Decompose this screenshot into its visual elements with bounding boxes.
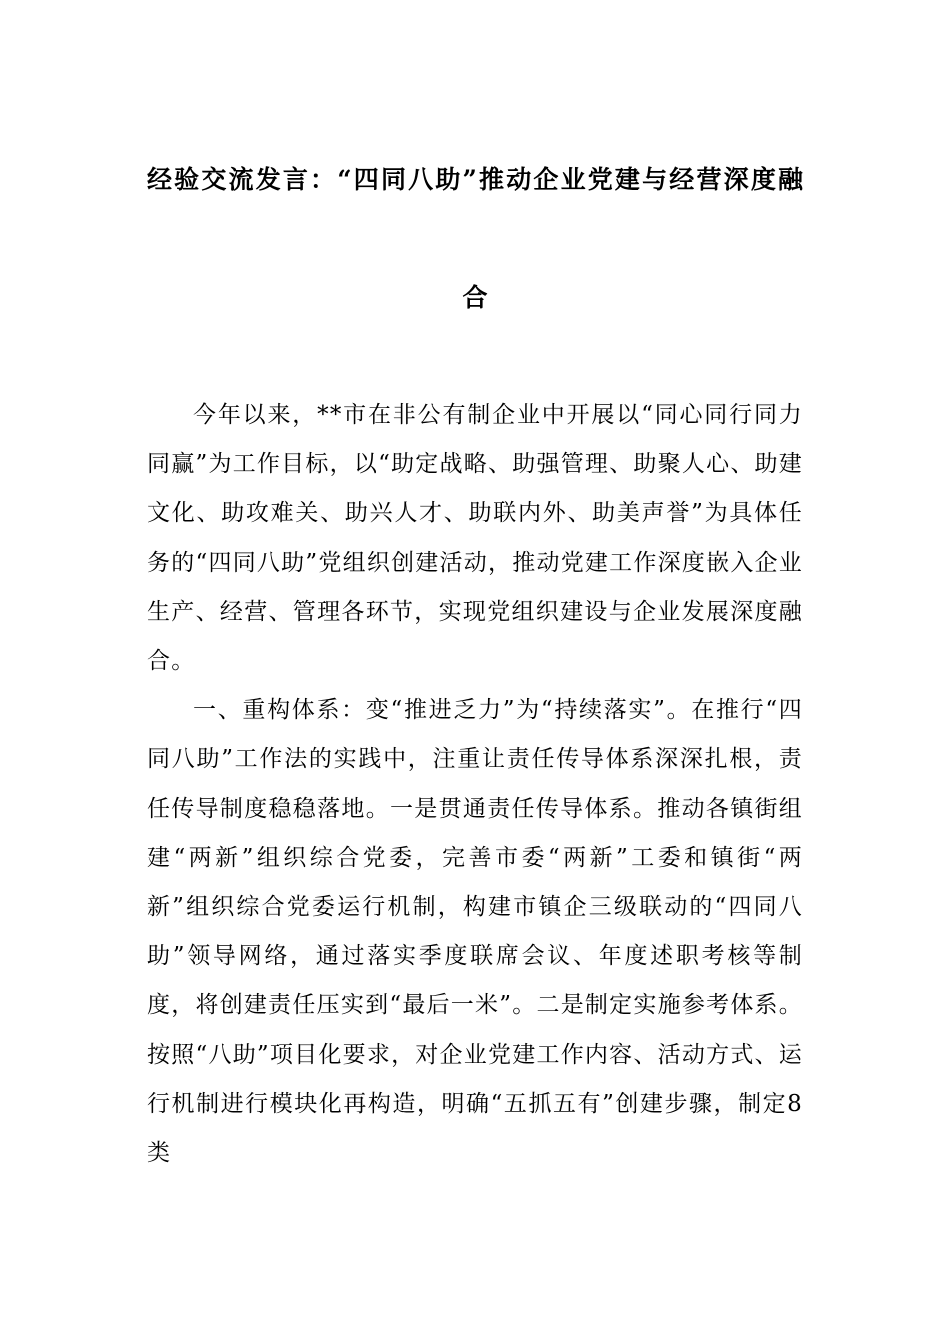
document-title-line-2: 合 [462,283,488,312]
body-paragraph-section-1: 一、重构体系：变“推进乏力”为“持续落实”。在推行“四同八助”工作法的实践中，注重让责任传导体系深深扎根，责任传导制度稳稳落地。一是贯通责任传导体系。推动各镇街组建“两新”组织综合党委，完善市委“两新”工委和镇街“两新”组织综合党委运行机制，构建市镇企三级联动的“四同八助”领导网络，通过落实季度联席会议、年度述职考核等制度，将创建责任压实到“最后一米”。二是制定实施参考体系。按照“八助”项目化要求，对企业党建工作内容、活动方式、运行机制进行模块化再构造，明确“五抓五有”创建步骤，制定8类 [147,697,803,1167]
body-paragraph-intro: 今年以来，**市在非公有制企业中开展以“同心同行同力同赢”为工作目标，以“助定战略、助强管理、助聚人心、助建文化、助攻难关、助兴人才、助联内外、助美声誉”为具体任务的“四同八助”党组织创建活动，推动党建工作深度嵌入企业生产、经营、管理各环节，实现党组织建设与企业发展深度融合。 [147,402,803,675]
document-body [147,391,803,1178]
document-title-line-1: 经验交流发言：“四同八助”推动企业党建与经营深度融 [147,165,803,194]
